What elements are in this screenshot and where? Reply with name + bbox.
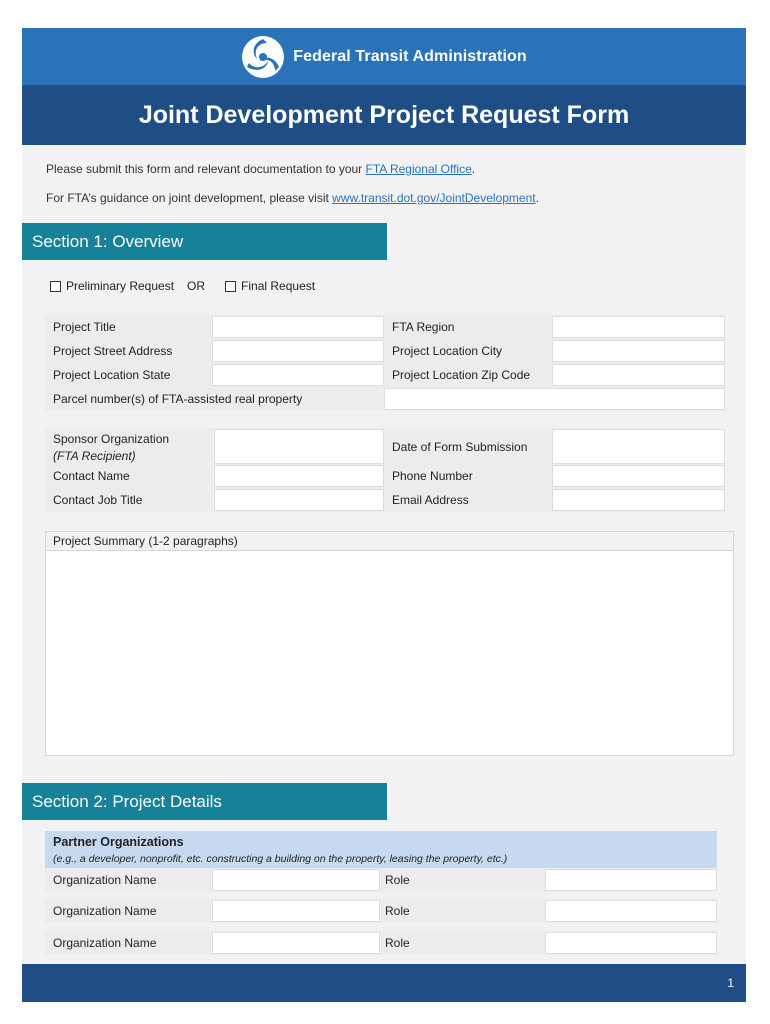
phone-number-label: Phone Number	[392, 469, 473, 483]
project-summary-input[interactable]	[45, 531, 734, 756]
or-text: OR	[187, 279, 206, 293]
project-title-input[interactable]	[212, 316, 384, 338]
org-name-label: Organization Name	[53, 873, 157, 887]
agency-banner	[22, 28, 746, 85]
intro-period-2: .	[535, 191, 539, 205]
location-state-input[interactable]	[212, 364, 384, 386]
location-state-label: Project Location State	[53, 368, 171, 382]
location-city-label: Project Location City	[392, 344, 503, 358]
page-footer	[22, 964, 746, 1002]
role-label: Role	[385, 936, 410, 950]
role-input[interactable]	[545, 869, 717, 891]
org-name-input[interactable]	[212, 869, 380, 891]
zip-code-input[interactable]	[552, 364, 725, 386]
project-summary-label: Project Summary (1-2 paragraphs)	[45, 531, 734, 551]
parcel-numbers-input[interactable]	[384, 388, 725, 410]
role-label: Role	[385, 904, 410, 918]
preliminary-label: Preliminary Request	[66, 279, 175, 293]
contact-name-label: Contact Name	[53, 469, 130, 483]
agency-name: Federal Transit Administration	[293, 47, 527, 65]
contact-job-title-label: Contact Job Title	[53, 493, 143, 507]
page-number: 1	[727, 976, 734, 990]
email-address-input[interactable]	[552, 489, 725, 511]
partner-subtitle: (e.g., a developer, nonprofit, etc. constructing a building on the property, leasing the property, etc.)	[53, 853, 508, 865]
intro-text-2: For FTA’s guidance on joint development, please visit	[46, 191, 333, 205]
contact-job-title-input[interactable]	[214, 489, 384, 511]
sponsor-org-label: Sponsor Organization	[53, 432, 170, 446]
final-checkbox[interactable]	[225, 281, 236, 292]
partner-organizations-header	[45, 831, 717, 868]
intro-text-1: Please submit this form and relevant documentation to your	[46, 162, 366, 176]
org-name-label: Organization Name	[53, 904, 157, 918]
date-submission-input[interactable]	[552, 429, 725, 464]
preliminary-checkbox[interactable]	[50, 281, 61, 292]
zip-code-label: Project Location Zip Code	[392, 368, 531, 382]
role-label: Role	[385, 873, 410, 887]
intro-line-2	[46, 191, 539, 205]
fta-logo-icon	[241, 35, 285, 79]
form-page	[22, 28, 746, 1002]
street-address-input[interactable]	[212, 340, 384, 362]
org-name-label: Organization Name	[53, 936, 157, 950]
parcel-numbers-label: Parcel number(s) of FTA-assisted real property	[53, 392, 303, 406]
project-title-label: Project Title	[53, 320, 116, 334]
fta-region-label: FTA Region	[392, 320, 455, 334]
section-1-header	[22, 223, 387, 260]
email-address-label: Email Address	[392, 493, 469, 507]
street-address-label: Project Street Address	[53, 344, 173, 358]
request-type-checks	[50, 279, 315, 293]
phone-number-input[interactable]	[552, 465, 725, 487]
fta-region-input[interactable]	[552, 316, 725, 338]
contact-name-input[interactable]	[214, 465, 384, 487]
org-name-input[interactable]	[212, 932, 380, 954]
regional-office-link[interactable]: FTA Regional Office	[365, 162, 472, 176]
date-submission-label: Date of Form Submission	[392, 440, 528, 454]
section-1-title: Section 1: Overview	[32, 231, 184, 251]
section-2-header	[22, 783, 387, 820]
role-input[interactable]	[545, 900, 717, 922]
org-name-input[interactable]	[212, 900, 380, 922]
final-label: Final Request	[241, 279, 316, 293]
joint-development-link[interactable]: www.transit.dot.gov/JointDevelopment	[332, 191, 536, 205]
title-bar	[22, 85, 746, 145]
sponsor-sub-label: (FTA Recipient)	[53, 449, 136, 463]
intro-period-1: .	[471, 162, 476, 176]
location-city-input[interactable]	[552, 340, 725, 362]
section-2-title: Section 2: Project Details	[32, 791, 222, 811]
intro-line-1	[46, 162, 475, 176]
sponsor-org-input[interactable]	[214, 429, 384, 464]
page-title: Joint Development Project Request Form	[138, 100, 630, 129]
partner-title: Partner Organizations	[53, 835, 184, 849]
role-input[interactable]	[545, 932, 717, 954]
